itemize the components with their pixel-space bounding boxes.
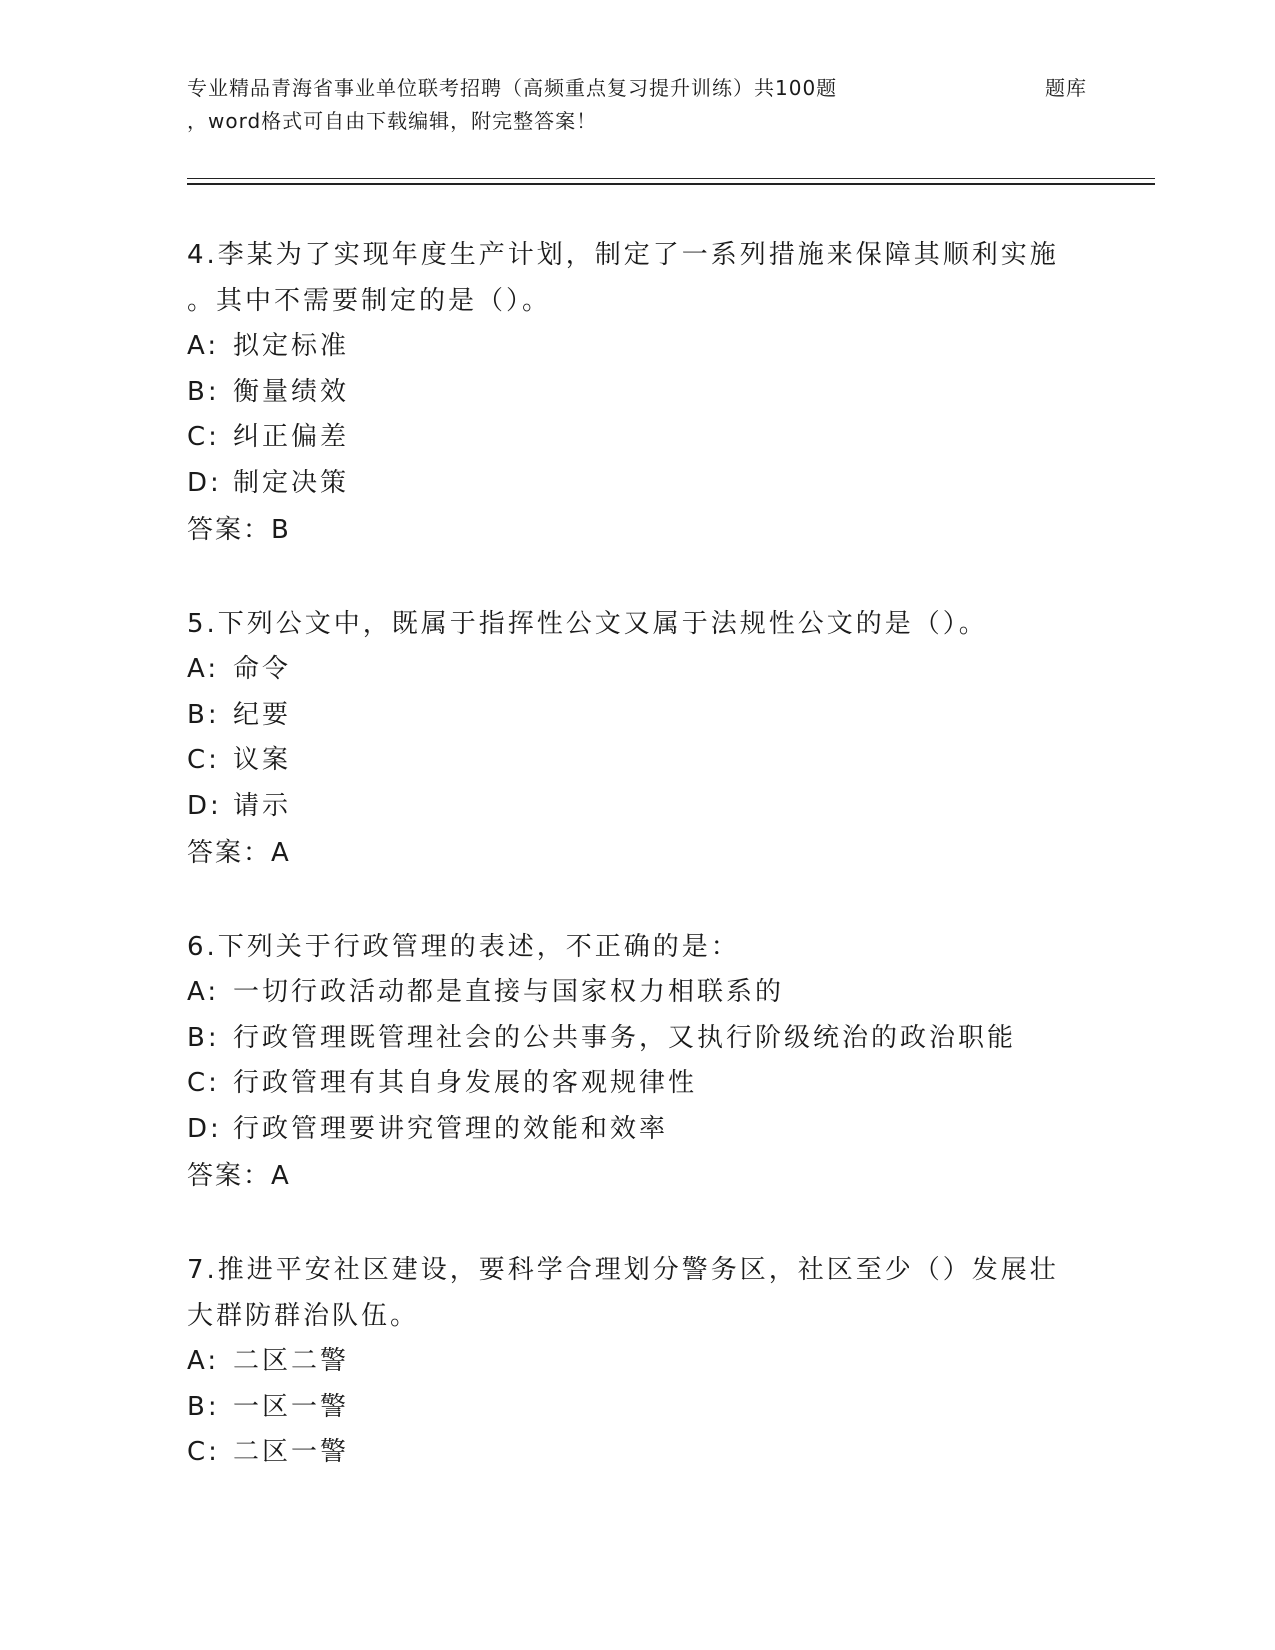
option-c	[187, 415, 1067, 461]
option-text: 拟定标准	[233, 331, 350, 361]
question-item	[187, 232, 1067, 554]
header-rule-thick	[187, 183, 1155, 185]
option-d	[187, 784, 1067, 830]
option-text: 一区一警	[233, 1391, 350, 1422]
option-text: 请示	[233, 790, 292, 821]
option-b	[187, 1016, 1067, 1062]
option-d	[187, 461, 1067, 507]
option-d	[187, 1107, 1067, 1153]
option-a	[187, 970, 1067, 1016]
option-letter: C:	[187, 1437, 220, 1467]
option-letter: C:	[187, 422, 220, 452]
header-rule-thin	[187, 178, 1155, 179]
option-letter: A:	[187, 1346, 220, 1376]
option-letter: C:	[187, 745, 220, 775]
question-text-line: 6.下列关于行政管理的表述，不正确的是：	[187, 932, 740, 962]
option-letter: D:	[187, 790, 222, 821]
option-a	[187, 324, 1067, 370]
option-letter: D:	[187, 1113, 222, 1144]
option-b	[187, 1385, 1067, 1431]
option-text: 一切行政活动都是直接与国家权力相联系的	[233, 977, 785, 1007]
question-list	[187, 232, 1067, 1523]
option-letter: A:	[187, 977, 220, 1007]
option-text: 二区一警	[233, 1437, 350, 1467]
answer-line: 答案：B	[187, 515, 291, 545]
option-b	[187, 693, 1067, 739]
option-c	[187, 1430, 1067, 1476]
option-c	[187, 738, 1067, 784]
option-text: 命令	[233, 654, 292, 684]
option-text: 二区二警	[233, 1346, 350, 1376]
option-letter: B:	[187, 1391, 220, 1422]
question-text-line: 。其中不需要制定的是（）。	[187, 286, 552, 316]
option-letter: A:	[187, 654, 220, 684]
option-letter: B:	[187, 1022, 220, 1053]
question-text-line: 7.推进平安社区建设，要科学合理划分警务区，社区至少（）发展壮	[187, 1255, 1059, 1285]
page-header	[187, 72, 1147, 138]
question-text-line: 5.下列公文中，既属于指挥性公文又属于法规性公文的是（）。	[187, 609, 988, 639]
option-a	[187, 1339, 1067, 1385]
option-text: 行政管理既管理社会的公共事务，又执行阶级统治的政治职能	[233, 1022, 1017, 1053]
option-text: 纪要	[233, 699, 292, 730]
question-text-line: 4.李某为了实现年度生产计划，制定了一系列措施来保障其顺利实施	[187, 240, 1059, 270]
option-letter: D:	[187, 467, 222, 498]
option-a	[187, 647, 1067, 693]
option-letter: B:	[187, 699, 220, 730]
option-text: 纠正偏差	[233, 422, 350, 452]
question-item	[187, 601, 1067, 877]
option-text: 议案	[233, 745, 292, 775]
option-b	[187, 370, 1067, 416]
header-right-label: 题库	[1045, 76, 1087, 100]
option-letter: C:	[187, 1068, 220, 1098]
option-text: 制定决策	[233, 467, 350, 498]
option-c	[187, 1061, 1067, 1107]
question-text-line: 大群防群治队伍。	[187, 1301, 420, 1331]
option-letter: A:	[187, 331, 220, 361]
option-text: 行政管理要讲究管理的效能和效率	[233, 1113, 669, 1144]
header-line-1	[187, 72, 1087, 105]
question-item	[187, 1247, 1067, 1476]
answer-line: 答案：A	[187, 1161, 291, 1191]
header-title: 专业精品青海省事业单位联考招聘（高频重点复习提升训练）共100题	[187, 76, 838, 100]
question-item	[187, 924, 1067, 1200]
answer-line: 答案：A	[187, 838, 291, 868]
header-line-2: ，word格式可自由下载编辑，附完整答案！	[187, 109, 598, 133]
option-text: 行政管理有其自身发展的客观规律性	[233, 1068, 698, 1098]
option-text: 衡量绩效	[233, 376, 350, 407]
option-letter: B:	[187, 376, 220, 407]
